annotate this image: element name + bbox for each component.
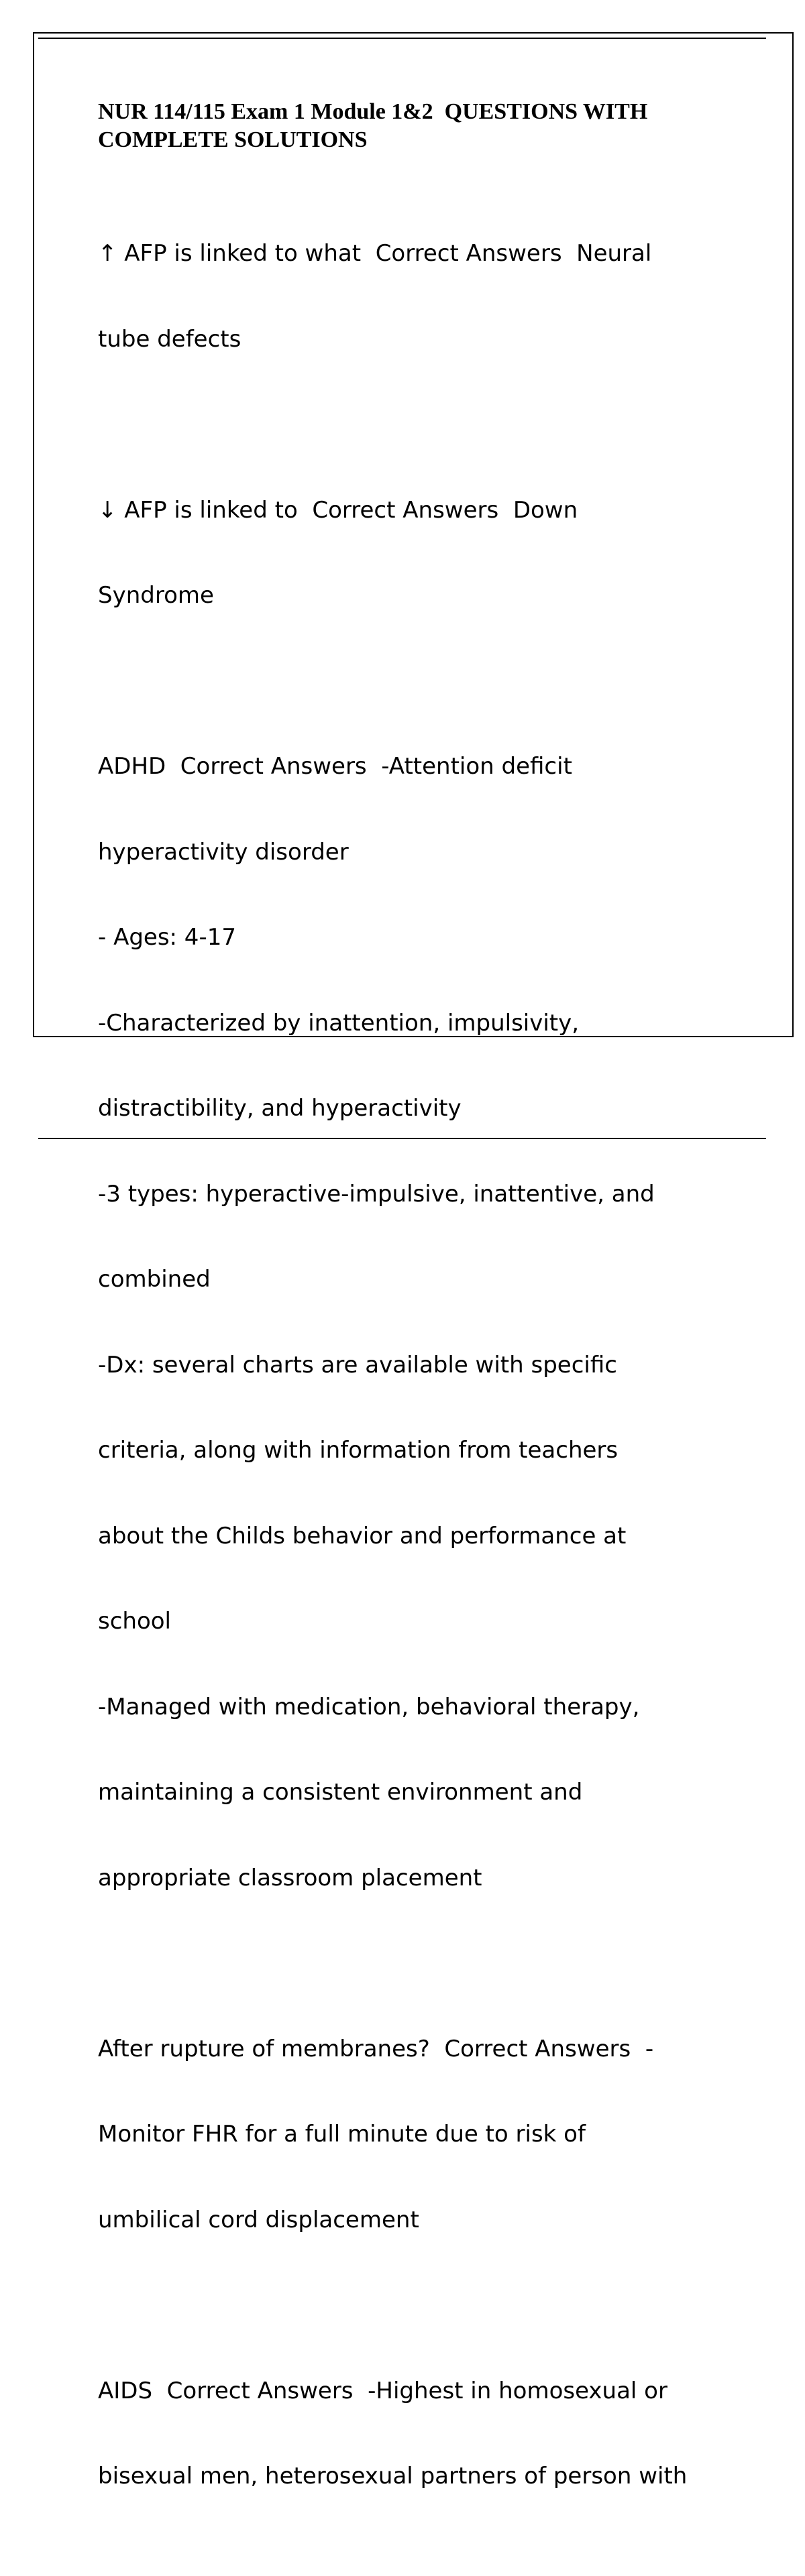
qa-line: -3 types: hyperactive-impulsive, inattentive, and [98, 1180, 655, 1208]
qa-line: Syndrome [98, 582, 214, 609]
qa-entry-afp-high [98, 182, 769, 410]
qa-line: ADHD Correct Answers -Attention deficit [98, 753, 572, 780]
qa-line: ↑ AFP is linked to what Correct Answers Neural [98, 240, 652, 267]
qa-line: criteria, along with information from teachers [98, 1437, 619, 1464]
qa-line: about the Childs behavior and performance at [98, 1522, 627, 1549]
document-body [98, 98, 769, 2576]
qa-entry-aids [98, 2320, 769, 2548]
qa-entry-afp-low [98, 439, 769, 667]
qa-entry-adhd [98, 695, 769, 1949]
qa-entry-rupture-of-membranes [98, 1978, 769, 2292]
qa-line: - Ages: 4-17 [98, 924, 236, 951]
qa-line: hyperactivity disorder [98, 838, 349, 866]
qa-line: umbilical cord displacement [98, 2206, 419, 2233]
qa-line: -Dx: several charts are available with specific [98, 1351, 617, 1379]
qa-line: appropriate classroom placement [98, 1864, 482, 1891]
title-line: COMPLETE SOLUTIONS [98, 127, 368, 152]
qa-line: AIDS Correct Answers -Highest in homosexual or [98, 2377, 667, 2404]
qa-line: tube defects [98, 325, 241, 353]
top-rule [38, 38, 766, 39]
qa-line: Monitor FHR for a full minute due to risk of [98, 2121, 586, 2148]
title-line: NUR 114/115 Exam 1 Module 1&2 QUESTIONS WITH [98, 99, 648, 124]
qa-line: distractibility, and hyperactivity [98, 1095, 462, 1122]
qa-line: -Managed with medication, behavioral therapy, [98, 1693, 640, 1720]
qa-line: school [98, 1608, 172, 1635]
qa-line: After rupture of membranes? Correct Answers - [98, 2035, 654, 2062]
qa-line: -Characterized by inattention, impulsivity, [98, 1009, 580, 1037]
qa-line: ↓ AFP is linked to Correct Answers Down [98, 496, 578, 524]
qa-line: bisexual men, heterosexual partners of person with [98, 2463, 688, 2490]
qa-line: combined [98, 1266, 211, 1293]
qa-line: maintaining a consistent environment and [98, 1779, 583, 1806]
document-title [98, 98, 769, 154]
